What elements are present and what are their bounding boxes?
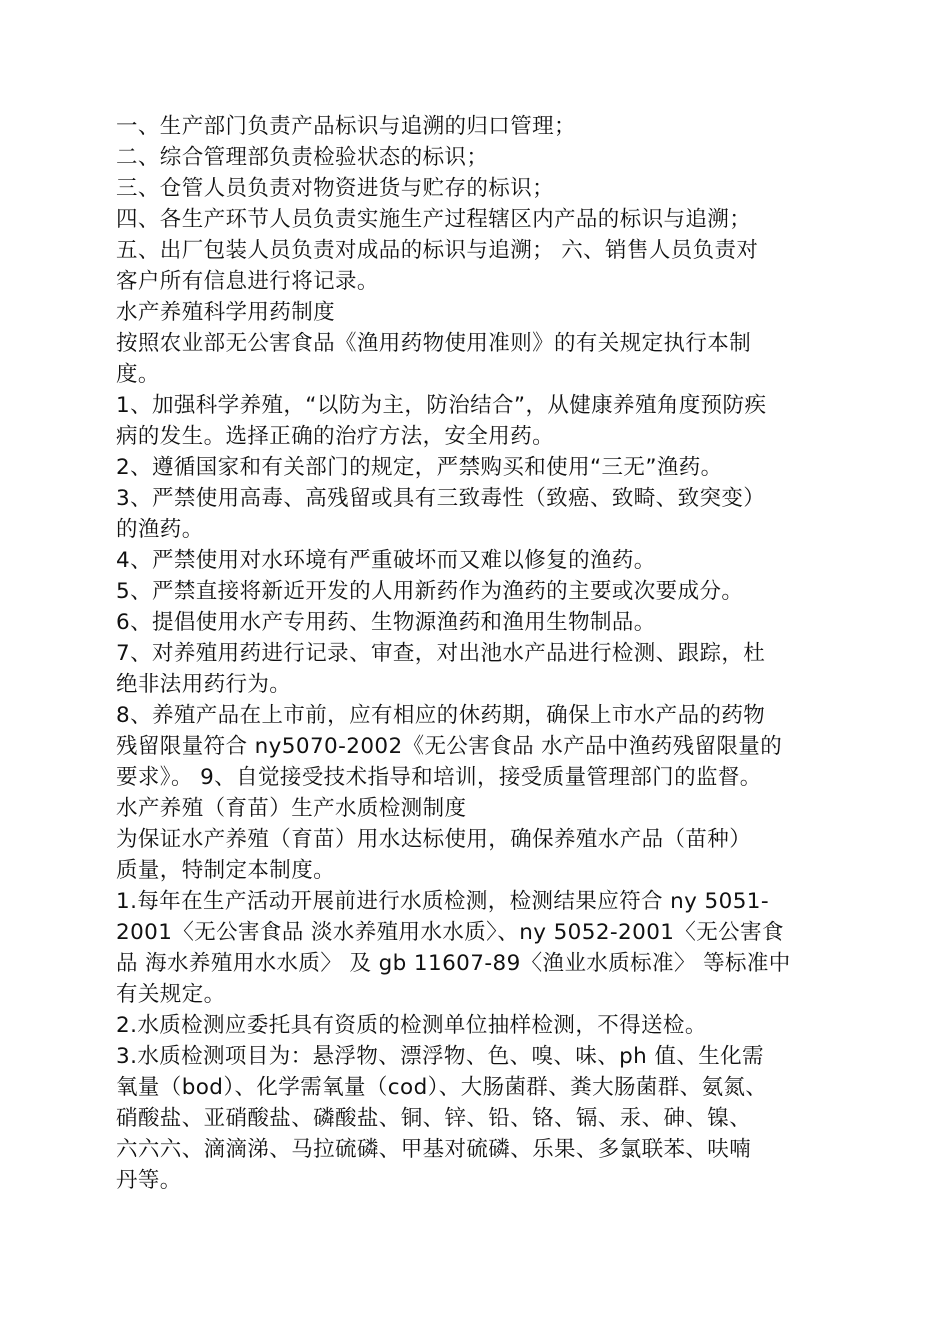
text-line: 8、养殖产品在上市前，应有相应的休药期，确保上市水产品的药物 (116, 703, 766, 728)
text-line: 硝酸盐、亚硝酸盐、磷酸盐、铜、锌、铅、铬、镉、汞、砷、镍、 (116, 1106, 752, 1131)
text-line: 4、严禁使用对水环境有严重破坏而又难以修复的渔药。 (116, 548, 656, 573)
text-line: 五、出厂包装人员负责对成品的标识与追溯； 六、销售人员负责对 (116, 238, 759, 263)
text-line: 丹等。 (116, 1168, 182, 1193)
text-line: 1.每年在生产活动开展前进行水质检测，检测结果应符合 ny 5051- (116, 889, 770, 914)
text-line: 1、加强科学养殖，“以防为主，防治结合”，从健康养殖角度预防疾 (116, 393, 767, 418)
text-line: 7、对养殖用药进行记录、审查，对出池水产品进行检测、跟踪，杜 (116, 641, 766, 666)
text-line: 一、生产部门负责产品标识与追溯的归口管理； (116, 114, 576, 139)
text-line: 绝非法用药行为。 (116, 672, 292, 697)
text-line: 病的发生。选择正确的治疗方法，安全用药。 (116, 424, 555, 449)
text-line: 四、各生产环节人员负责实施生产过程辖区内产品的标识与追溯； (116, 207, 752, 232)
text-line: 三、仓管人员负责对物资进货与贮存的标识； (116, 176, 555, 201)
text-line: 度。 (116, 362, 160, 387)
text-line: 3、严禁使用高毒、高残留或具有三致毒性（致癌、致畸、致突变） (116, 486, 766, 511)
text-line: 2001〈无公害食品 淡水养殖用水水质〉、ny 5052-2001〈无公害食 (116, 920, 784, 945)
text-line: 按照农业部无公害食品《渔用药物使用准则》的有关规定执行本制 (116, 331, 752, 356)
section-heading: 水产养殖科学用药制度 (116, 300, 336, 325)
text-line: 6、提倡使用水产专用药、生物源渔药和渔用生物制品。 (116, 610, 656, 635)
text-line: 的渔药。 (116, 517, 204, 542)
text-line: 5、严禁直接将新近开发的人用新药作为渔药的主要或次要成分。 (116, 579, 744, 604)
text-line: 品 海水养殖用水水质〉 及 gb 11607-89〈渔业水质标准〉 等标准中 (116, 951, 791, 976)
text-line: 2、遵循国家和有关部门的规定，严禁购买和使用“三无”渔药。 (116, 455, 723, 480)
section-heading: 水产养殖（育苗）生产水质检测制度 (116, 796, 467, 821)
text-line: 2.水质检测应委托具有资质的检测单位抽样检测，不得送检。 (116, 1013, 707, 1038)
text-line: 残留限量符合 ny5070-2002《无公害食品 水产品中渔药残留限量的 (116, 734, 783, 759)
text-line: 质量，特制定本制度。 (116, 858, 336, 883)
text-line: 六六六、滴滴涕、马拉硫磷、甲基对硫磷、乐果、多氯联苯、呋喃 (116, 1137, 752, 1162)
text-line: 客户所有信息进行将记录。 (116, 269, 379, 294)
text-line: 为保证水产养殖（育苗）用水达标使用，确保养殖水产品（苗种） (116, 827, 752, 852)
text-line: 3.水质检测项目为：悬浮物、漂浮物、色、嗅、味、ph 值、生化需 (116, 1044, 764, 1069)
text-line: 二、综合管理部负责检验状态的标识； (116, 145, 489, 170)
text-line: 氧量（bod）、化学需氧量（cod）、大肠菌群、粪大肠菌群、氨氮、 (116, 1075, 768, 1100)
text-line: 要求》。 9、自觉接受技术指导和培训，接受质量管理部门的监督。 (116, 765, 762, 790)
text-line: 有关规定。 (116, 982, 226, 1007)
